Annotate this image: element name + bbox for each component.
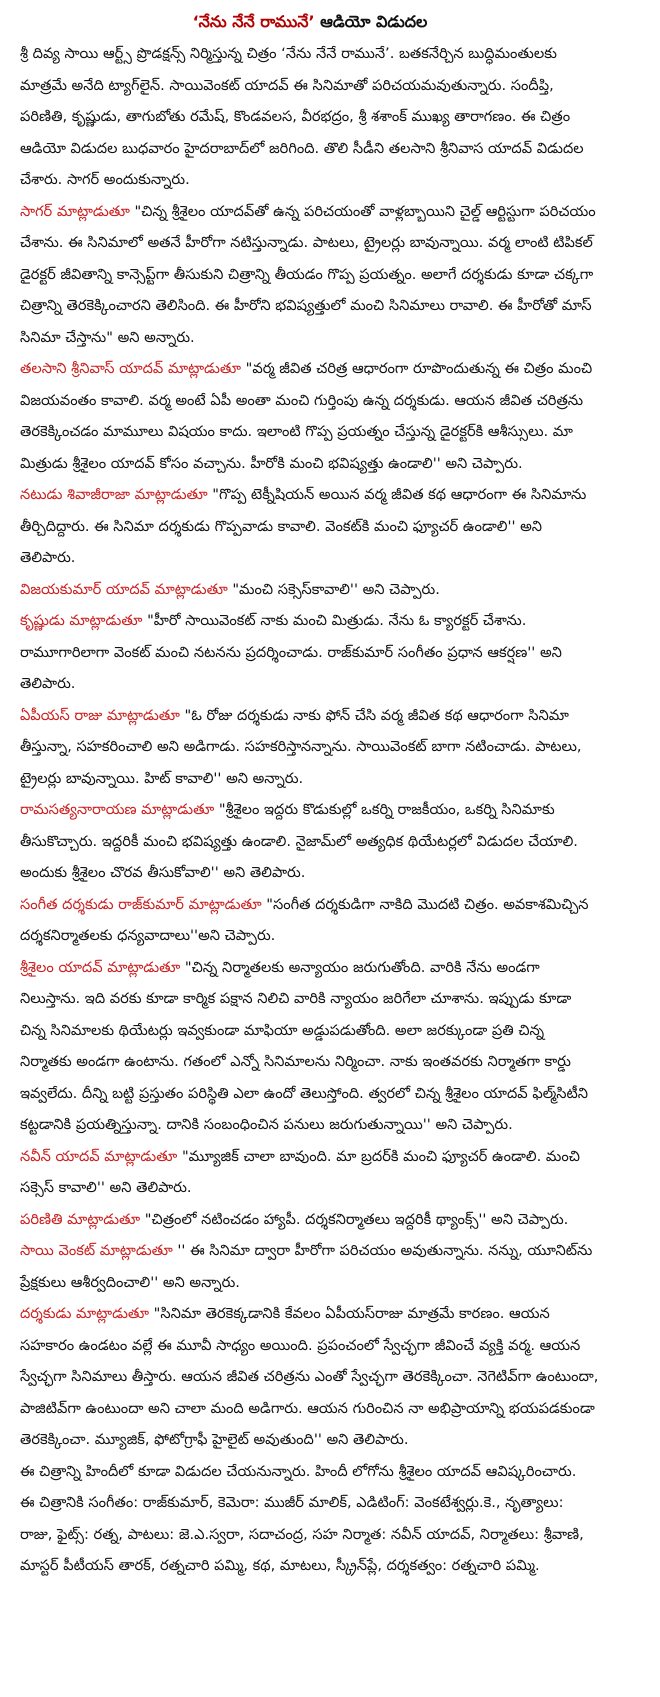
speaker-name: తలసాని శ్రీనివాస్ యాదవ్ మాట్లాడుతూ [20, 360, 241, 377]
speech-text: "మంచి సక్సెస్‌కావాలి'' అని చెప్పారు. [227, 580, 440, 598]
speaker-name: రామసత్యనారాయణ మాట్లాడుతూ [20, 801, 215, 818]
speech-paragraph [20, 574, 600, 606]
hindi-note-paragraph: ఈ చిత్రాన్ని హిందీలో కూడా విడుదల చేయనున్నారు. హిందీ లోగోను శ్రీశైలం యాదవ్ ఆవిష్కరించారు. [20, 1462, 577, 1480]
speech-paragraph [20, 700, 600, 795]
speech-text: "సినిమా తెరకెక్కడానికి కేవలం ఏపీయస్‌రాజు మాత్రమే కారణం. ఆయన సహకారం ఉండటం వల్లే ఈ మూవీ సాధ్యం అయింది. ప్రపంచంలో స్వేచ్ఛగా జీవించే వ్యక్తి వర్మ. ఆయన స్వేచ్ఛగా సినిమాలు తీస్తారు. ఆయన జీవిత చరిత్రను ఎంతో స్వేచ్ఛగా తెరకెక్కించా. నెగెటివ్‌గా ఉంటుందా, పాజిటివ్‌గా ఉంటుందా అని చాలా మంది అడిగారు. ఆయన గురించిన నా అభిప్రాయాన్ని భయపడకుండా తెరకెక్కించా. మ్యూజిక్, ఫోటోగ్రాఫీ హైలైట్ అవుతుంది'' అని తెలిపారు. [20, 1305, 599, 1448]
speaker-name: శ్రీశైలం యాదవ్ మాట్లాడుతూ [20, 958, 181, 976]
title-rest: ఆడియో విడుదల [314, 12, 428, 31]
speech-text: "గొప్ప టెక్నీషియన్ అయిన వర్మ జీవిత కథ ఆధారంగా ఈ సినిమాను తీర్చిదిద్దారు. ఈ సినిమా దర్శకుడు గొప్పవాడు కావాలి. వెంకట్‌కి మంచి ఫ్యూచర్ ఉండాలి'' అని తెలిపారు. [20, 486, 587, 566]
speech-text: "హీరో సాయివెంకట్ నాకు మంచి మిత్రుడు. నేను ఓ క్యారక్టర్ చేశాను. రామూగారిలాగా వెంకట్ మంచి నటనను ప్రదర్శించాడు. రాజ్‌కుమార్ సంగీతం ప్రధాన ఆకర్షణ'' అని తెలిపారు. [20, 612, 562, 692]
speech-paragraph [20, 1204, 600, 1236]
speaker-name: విజయకుమార్ యాదవ్ మాట్లాడుతూ [20, 580, 228, 598]
speaker-name: నటుడు శివాజీరాజా మాట్లాడుతూ [20, 486, 208, 503]
speech-paragraph [20, 1141, 600, 1204]
speaker-name: ఏపీయస్ రాజు మాట్లాడుతూ [20, 706, 180, 724]
speaker-name: సాయి వెంకట్ మాట్లాడుతూ [20, 1242, 173, 1259]
intro-paragraph: శ్రీ దివ్య సాయి ఆర్ట్స్ ప్రొడక్షన్స్ నిర్మిస్తున్న చిత్రం ‘నేను నేనే రామునే’. బతకనేర్చిన బుద్ధిమంతులకు మాత్రమే అనేది ట్యాగ్‌లైన్. సాయివెంకట్ యాదవ్ ఈ సినిమాతో పరిచయమవుతున్నారు. సందీప్తి, పరిణితి, కృష్ణుడు, తాగుబోతు రమేష్, కొండవలస, వీరభద్రం, శ్రీ శశాంక్ ముఖ్య తారాగణం. ఈ చిత్రం ఆడియో విడుదల బుధవారం హైదరాబాద్‌లో జరిగింది. తొలి సీడీని తలసాని శ్రీనివాస యాదవ్ విడుదల చేశారు. సాగర్ అందుకున్నారు. [20, 45, 584, 188]
speech-text: "చిత్రంలో నటించడం హ్యాపీ. దర్శకనిర్మాతలు ఇద్దరికీ థ్యాంక్స్'' అని చెప్పారు. [140, 1210, 569, 1228]
credits-paragraph: ఈ చిత్రానికి సంగీతం: రాజ్‌కుమార్, కెమెరా: ముజీర్ మాలిక్, ఎడిటింగ్: వెంకటేశ్వర్లు.కె., నృత్యాలు: రాజు, ఫైట్స్: రత్న, పాటలు: జె.ఎ.స్వరా, సదాచంద్ర, సహ నిర్మాత: నవీన్ యాదవ్, నిర్మాతలు: శ్రీవాణి, మాస్టర్ పీటీయస్ తారక్, రత్నచారి పమ్మి, కథ, మాటలు, స్క్రీన్‌ప్లే, దర్శకత్వం: రత్నచారి పమ్మి. [20, 1494, 584, 1574]
title-quoted: ‘నేను నేనే రామునే’ [192, 12, 315, 31]
speech-text: "చిన్న నిర్మాతలకు అన్యాయం జరుగుతోంది. వారికి నేను అండగా నిలుస్తాను. ఇది వరకు కూడా కార్మిక పక్షాన నిలిచి వారికి న్యాయం జరిగేలా చూశాను. ఇప్పుడు కూడా చిన్న సినిమాలకు థియేటర్లు ఇవ్వకుండా మాఫియా అడ్డుపడుతోంది. అలా జరక్కుండా ప్రతి చిన్న నిర్మాతకు అండగా ఉంటాను. గతంలో ఎన్నో సినిమాలను నిర్మించా. నాకు ఇంతవరకు నిర్మాతగా కార్డు ఇవ్వలేదు. దీన్ని బట్టి ప్రస్తుతం పరిస్థితి ఎలా ఉందో తెలుస్తోంది. త్వరలో చిన్న శ్రీశైలం యాదవ్ ఫిల్మ్‌సిటీని కట్టడానికి ప్రయత్నిస్తున్నా. దానికి సంబంధించిన పనులు జరుగుతున్నాయి'' అని చెప్పారు. [20, 958, 589, 1133]
speech-paragraph [20, 353, 600, 479]
speech-paragraph [20, 794, 600, 889]
speaker-name: సాగర్ మాట్లాడుతూ [20, 202, 130, 220]
speeches [20, 196, 600, 1456]
speech-paragraph [20, 479, 600, 574]
speaker-name: సంగీత దర్శకుడు రాజ్‌కుమార్ మాట్లాడుతూ [20, 895, 262, 913]
speech-paragraph [20, 196, 600, 354]
speech-text: "సంగీత దర్శకుడిగా నాకిది మొదటి చిత్రం. అవకాశమిచ్చిన దర్శకనిర్మాతలకు ధన్యవాదాలు''అని చెప్పారు. [20, 895, 589, 944]
speech-paragraph [20, 1298, 600, 1456]
speaker-name: నవీన్ యాదవ్ మాట్లాడుతూ [20, 1147, 178, 1165]
speaker-name: దర్శకుడు మాట్లాడుతూ [20, 1305, 150, 1322]
speech-text: "చిన్న శ్రీశైలం యాదవ్‌తో ఉన్న పరిచయంతో వాళ్లబ్బాయిని చైల్డ్ ఆర్టిస్టుగా పరిచయం చేశాను. ఈ సినిమాలో అతనే హీరోగా నటిస్తున్నాడు. పాటలు, ట్రైలర్లు బావున్నాయి. వర్మ లాంటి టిపికల్ డైరక్టర్ జీవితాన్ని కాన్సెప్ట్‌గా తీసుకుని చిత్రాన్ని తీయడం గొప్ప ప్రయత్నం. అలాగే దర్శకుడు కూడా చక్కగా చిత్రాన్ని తెరకెక్కించారని తెలిసింది. ఈ హీరోని భవిష్యత్తులో మంచి సినిమాలు రావాలి. ఈ హీరోతో మాస్ సినిమా చేస్తాను" అని అన్నారు. [20, 202, 596, 346]
speech-paragraph [20, 1235, 600, 1298]
article-title [20, 10, 600, 34]
speaker-name: పరిణితి మాట్లాడుతూ [20, 1210, 141, 1228]
speech-text: '' ఈ సినిమా ద్వారా హీరోగా పరిచయం అవుతున్నాను. నన్ను, యూనిట్‌ను ప్రేక్షకులు ఆశీర్వదించాలి'' అని అన్నారు. [20, 1242, 593, 1291]
speech-text: "మ్యూజిక్ చాలా బావుంది. మా బ్రదర్‌కి మంచి ఫ్యూచర్ ఉండాలి. మంచి సక్సెస్ కావాలి'' అని తెలిపారు. [20, 1147, 580, 1196]
speech-text: "వర్మ జీవిత చరిత్ర ఆధారంగా రూపొందుతున్న ఈ చిత్రం మంచి విజయవంతం కావాలి. వర్మ అంటే ఏపీ అంతా మంచి గుర్తింపు ఉన్న దర్శకుడు. ఆయన జీవిత చరిత్రను తెరకెక్కించడం మామూలు విషయం కాదు. ఇలాంటి గొప్ప ప్రయత్నం చేస్తున్న డైరక్టర్‌కి ఆశీస్సులు. మా మిత్రుడు శ్రీశైలం యాదవ్ కోసం వచ్చాను. హీరోకి మంచి భవిష్యత్తు ఉండాలి'' అని చెప్పారు. [20, 360, 593, 472]
speech-paragraph [20, 952, 600, 1141]
speech-paragraph [20, 605, 600, 700]
speaker-name: కృష్ణుడు మాట్లాడుతూ [20, 612, 143, 629]
speech-paragraph [20, 889, 600, 952]
speech-text: "శ్రీశైలం ఇద్దరు కొడుకుల్లో ఒకర్ని రాజకీయం, ఒకర్ని సినిమాకు తీసుకొచ్చారు. ఇద్దరికీ మంచి భవిష్యత్తు ఉండాలి. నైజామ్‌లో అత్యధిక థియేటర్లలో విడుదల చేయాలి. అందుకు శ్రీశైలం చొరవ తీసుకోవాలి'' అని తెలిపారు. [20, 801, 578, 881]
speech-text: "ఓ రోజు దర్శకుడు నాకు ఫోన్ చేసి వర్మ జీవిత కథ ఆధారంగా సినిమా తీస్తున్నా, సహకరించాలి అని అడిగాడు. సహకరిస్తానన్నాను. సాయివెంకట్ బాగా నటించాడు. పాటలు, ట్రైలర్లు బావున్నాయి. హిట్ కావాలి'' అని అన్నారు. [20, 706, 582, 787]
